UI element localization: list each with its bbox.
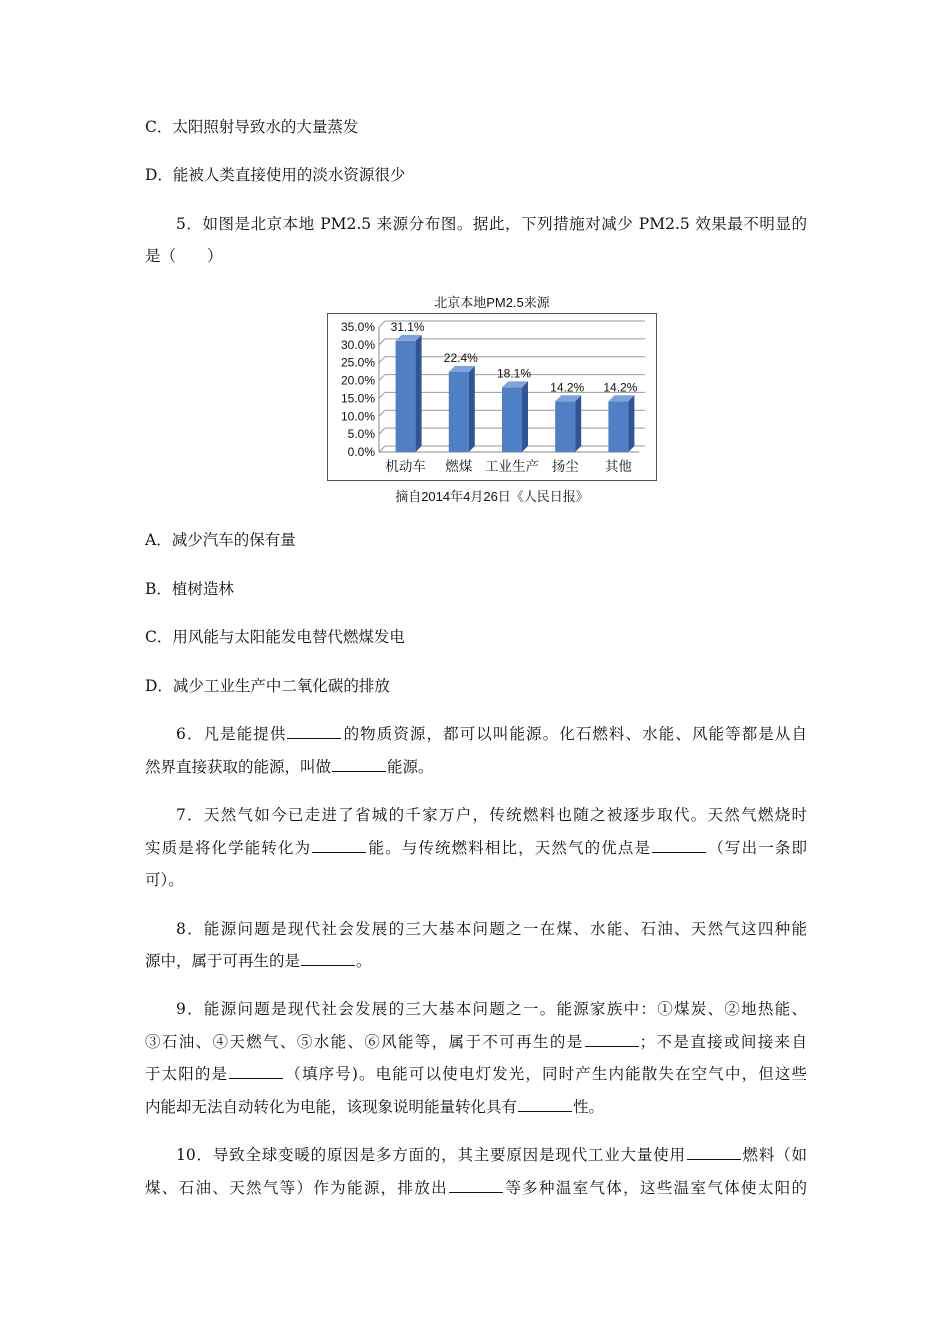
bar-side [522, 381, 528, 452]
y-tick-label: 25.0% [340, 355, 375, 370]
q9-line2 [145, 1032, 807, 1052]
q8-text-1: 源中，属于可再生的是 [145, 952, 301, 970]
q6-text-3: 然界直接获取的能源，叫做 [145, 758, 332, 776]
chart-title: 北京本地PM2.5来源 [434, 295, 550, 310]
q10-text-3: 煤、石油、天然气等）作为能源，排放出 [145, 1179, 448, 1197]
answer-blank[interactable] [287, 724, 341, 739]
answer-blank[interactable] [449, 1178, 503, 1193]
bar-face [396, 341, 416, 452]
y-tick-label: 15.0% [340, 391, 375, 406]
answer-blank[interactable] [687, 1145, 741, 1160]
q10-text-4: 等多种温室气体，这些温室气体使太阳的 [504, 1179, 807, 1197]
answer-blank[interactable] [518, 1097, 572, 1112]
answer-blank[interactable] [332, 757, 386, 772]
x-tick-label: 燃煤 [445, 459, 473, 474]
q9-text-6: 性。 [573, 1098, 605, 1116]
bar-face [502, 387, 522, 452]
q7-text-2: 能。与传统燃料相比，天然气的优点是 [367, 839, 652, 857]
q9-line4 [145, 1097, 807, 1117]
q10-text-2: 燃料（如 [741, 1146, 807, 1164]
x-tick-label: 其他 [604, 459, 632, 474]
x-tick-label: 机动车 [385, 459, 426, 474]
q6-text-4: 能源。 [387, 758, 434, 776]
y-tick-label: 20.0% [340, 373, 375, 388]
q9-line3 [145, 1064, 807, 1084]
y-tick-label: 0.0% [347, 445, 375, 459]
q8-line1: 8．能源问题是现代社会发展的三大基本问题之一在煤、水能、石油、天然气这四种能 [176, 920, 807, 938]
answer-blank[interactable] [229, 1064, 283, 1079]
bar-4 [555, 395, 581, 452]
q4-option-d: D．能被人类直接使用的淡水资源很少 [145, 166, 406, 184]
q4-option-c: C．太阳照射导致水的大量蒸发 [145, 118, 359, 136]
bar-side [575, 395, 581, 452]
pm25-bar-chart [327, 313, 657, 481]
q9-text-2: ；不是直接或间接来自 [639, 1033, 807, 1051]
q10-line1 [145, 1145, 807, 1165]
data-label: 14.2% [550, 380, 585, 395]
bar-2 [449, 366, 475, 452]
y-tick-label: 30.0% [340, 337, 375, 352]
answer-blank[interactable] [312, 838, 366, 853]
data-label: 14.2% [603, 380, 638, 395]
q9-line1: 9．能源问题是现代社会发展的三大基本问题之一。能源家族中：①煤炭、②地热能、 [176, 1000, 807, 1018]
bar-5 [608, 395, 634, 452]
q5-stem-line2: 是（ ） [145, 247, 223, 265]
bar-side [628, 395, 634, 452]
bar-3 [502, 381, 528, 452]
q9-text-4: （填序号)。电能可以使电灯发光，同时产生内能散失在空气中，但这些 [284, 1065, 807, 1083]
q9-text-1: ③石油、④天燃气、⑤水能、⑥风能等，属于不可再生的是 [145, 1033, 584, 1051]
bar-1 [396, 335, 422, 452]
bar-face [555, 401, 575, 452]
q7-text-3: （写出一条即 [707, 839, 807, 857]
data-label: 22.4% [443, 351, 478, 365]
data-label: 18.1% [496, 366, 532, 381]
x-tick-label: 工业生产 [485, 459, 539, 474]
q9-text-3: 于太阳的是 [145, 1065, 229, 1083]
answer-blank[interactable] [652, 838, 706, 853]
q7-line2 [145, 838, 807, 858]
x-tick-label: 扬尘 [551, 459, 579, 474]
q8-line2 [145, 951, 807, 971]
data-label: 31.1% [390, 319, 425, 334]
bar-face [449, 372, 469, 452]
y-tick-label: 10.0% [340, 409, 375, 424]
y-tick-label: 35.0% [340, 320, 375, 334]
q9-text-5: 内能却无法自动转化为电能，该现象说明能量转化具有 [145, 1098, 518, 1116]
q10-text-1: 10．导致全球变暖的原因是多方面的，其主要原因是现代工业大量使用 [176, 1146, 686, 1164]
q6-text-2: 的物质资源，都可以叫能源。化石燃料、水能、风能等都是从自 [342, 725, 807, 743]
q5-option-b: B．植树造林 [145, 580, 234, 598]
y-tick-label: 5.0% [347, 427, 375, 442]
chart-caption: 摘自2014年4月26日《人民日报》 [395, 489, 589, 504]
q6-text-1: 6．凡是能提供 [176, 725, 287, 743]
q7-text-1: 实质是将化学能转化为 [145, 839, 312, 857]
q5-option-d: D．减少工业生产中二氧化碳的排放 [145, 677, 390, 695]
q5-stem-line1: 5．如图是北京本地 PM2.5 来源分布图。据此，下列措施对减少 PM2.5 效果最不明显的 [176, 215, 807, 233]
q7-line1: 7．天然气如今已走进了省城的千家万户，传统燃料也随之被逐步取代。天然气燃烧时 [176, 806, 807, 824]
q10-line2 [145, 1178, 807, 1198]
answer-blank[interactable] [301, 951, 355, 966]
bar-side [416, 335, 422, 452]
q7-line3: 可）。 [145, 871, 184, 889]
q6-line2 [145, 757, 807, 777]
bar-side [469, 366, 475, 452]
q5-option-c: C．用风能与太阳能发电替代燃煤发电 [145, 628, 405, 646]
q5-option-a: A．减少汽车的保有量 [145, 531, 296, 549]
q6-line1 [145, 724, 807, 744]
bar-face [608, 401, 628, 452]
answer-blank[interactable] [585, 1032, 639, 1047]
q8-text-2: 。 [356, 952, 372, 970]
